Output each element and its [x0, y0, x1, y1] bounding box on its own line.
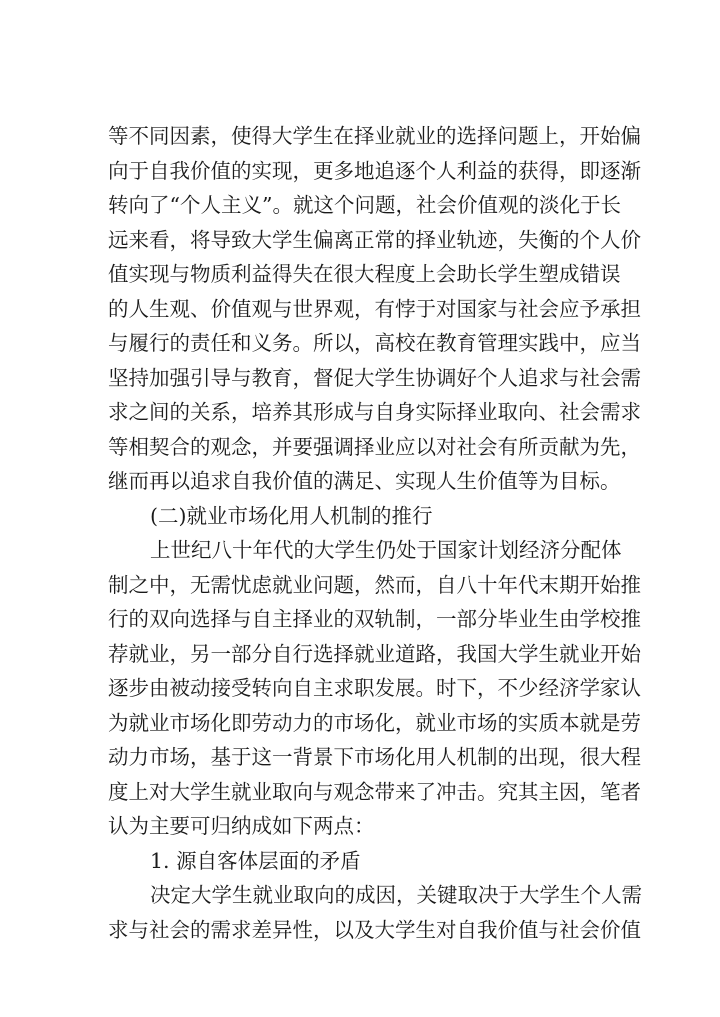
- paragraph-line: 继而再以追求自我价值的满足、实现人生价值等为目标。: [108, 469, 621, 493]
- paragraph-line: 行的双向选择与自主择业的双轨制，一部分毕业生由学校推: [108, 607, 641, 631]
- paragraph-line: 为就业市场化即劳动力的市场化，就业市场的实质本就是劳: [108, 710, 641, 735]
- paragraph-line: 转向了“个人主义”。就这个问题，社会价值观的淡化于长: [108, 193, 621, 217]
- paragraph-line: 求之间的关系，培养其形成与自身实际择业取向、社会需求: [108, 400, 641, 424]
- paragraph-line: 值实现与物质利益得失在很大程度上会助长学生塑成错误: [108, 262, 621, 286]
- paragraph-line: 制之中，无需忧虑就业问题，然而，自八十年代末期开始推: [108, 572, 641, 597]
- section-heading: (二)就业市场化用人机制的推行: [150, 503, 433, 528]
- paragraph-line: 坚持加强引导与教育，督促大学生协调好个人追求与社会需: [108, 365, 641, 390]
- paragraph-line: 荐就业，另一部分自行选择就业道路，我国大学生就业开始: [108, 641, 641, 666]
- paragraph-line: 向于自我价值的实现，更多地追逐个人利益的获得，即逐渐: [108, 158, 641, 183]
- document-body: [108, 119, 642, 947]
- paragraph-line: 动力市场，基于这一背景下市场化用人机制的出现，很大程: [108, 745, 641, 769]
- paragraph-line: 的人生观、价值观与世界观，有悖于对国家与社会应予承担: [108, 296, 641, 321]
- paragraph-line: 决定大学生就业取向的成因，关键取决于大学生个人需: [150, 883, 642, 907]
- paragraph-line: 认为主要可归纳成如下两点：: [108, 814, 375, 838]
- paragraph-line: 逐步由被动接受转向自主求职发展。时下，不少经济学家认: [108, 676, 641, 700]
- paragraph-line: 度上对大学生就业取向与观念带来了冲击。究其主因，笔者: [108, 779, 641, 804]
- subsection-heading: 1. 源自客体层面的矛盾: [150, 848, 361, 873]
- paragraph-line: 等不同因素，使得大学生在择业就业的选择问题上，开始偏: [108, 124, 641, 148]
- paragraph-line: 与履行的责任和义务。所以，高校在教育管理实践中，应当: [108, 331, 641, 355]
- paragraph-line: 求与社会的需求差异性，以及大学生对自我价值与社会价值: [108, 917, 641, 942]
- paragraph-line: 远来看，将导致大学生偏离正常的择业轨迹，失衡的个人价: [108, 227, 641, 252]
- paragraph-line: 等相契合的观念，并要强调择业应以对社会有所贡献为先，: [108, 434, 641, 459]
- paragraph-line: 上世纪八十年代的大学生仍处于国家计划经济分配体: [150, 538, 622, 562]
